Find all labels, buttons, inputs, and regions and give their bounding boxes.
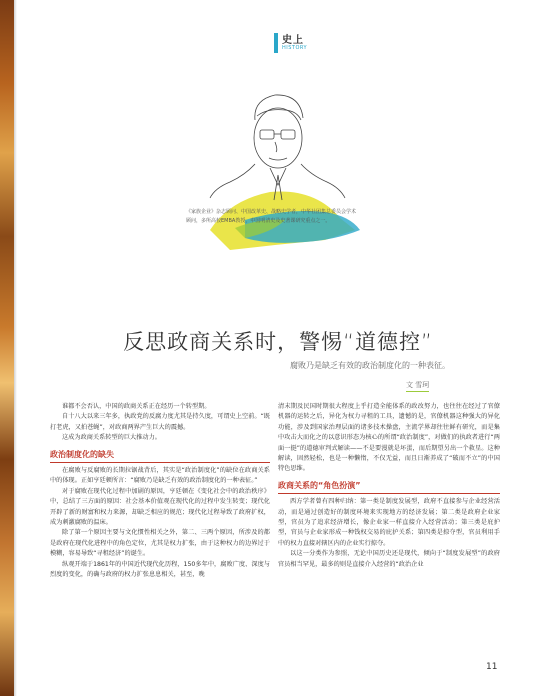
paragraph: 这成为政商关系转型的巨大推动力。	[62, 434, 161, 442]
paragraph: 自十八大以来三年多，执政党的反腐力度尤其是持久度，可谓史上空前。“既打老虎，又拍苍蝇”，对政商两界产生巨大的震撼。	[50, 413, 270, 431]
paragraph: 清末期及民国时期很大程度上乎打造全能体系的政改努力，也往往在经过了官僚机器的运转之后，异化为权力寻租的工具，遗憾的是，官僚机器这种强大的异化功能，涉及到国家治理层面的诸多技术操盘，主流学界却往往鲜有研究，而是集中攻击大而化之的以意识形态为核心的所谓“政治制度”，对做们的执政者进行“两面一挺”的道德审判式解读——不是要漫就是坏蛋，而后期望另出一个救星。这种解读，固然轻松，也是一种懒惰，不仅无益，而且日渐养成了“破而不立”的中国特色思维。	[278, 403, 500, 473]
paragraph: 对于腐败在现代化过程中加剧的原因，亨廷顿在《变化社会中的政治秩序》中，总结了三方面的原因：社会基本价值观在现代化的过程中发生转变；现代化开辟了新的财富和权力来源，却缺乏相应的规范；现代化过程导致了政府扩权，成为刺激腐败的温床。	[50, 487, 270, 527]
section-bar	[274, 33, 278, 53]
author-portrait-illustration	[175, 80, 365, 260]
section-heading: 政商关系的“角色扮演”	[278, 481, 500, 494]
article-deck: 腐败乃是缺乏有效的政治制度化的一种表征。	[290, 361, 450, 370]
section-title: 史上	[282, 35, 304, 46]
paragraph: 以这一分类作为参照，无论中国历史还是现代，倾向于“制度发展型”的政府官员相当罕见，最多的则是直接介入经营的“政治企业	[278, 550, 500, 568]
page-number: 11	[486, 662, 498, 672]
section-subtitle: HISTORY	[282, 45, 308, 51]
paragraph: 西方学者曾有四种归纳：第一类是制度发展型，政府不直接参与企业经营活动，而是通过创造好的制度环境来实现地方的经济发展；第二类是政府企业家型，官员为了追求经济增长，像企业家一样直接介入经营活动；第三类是庇护型，官员与企业家形成一种钱权交易的庇护关系；第四类是掠夺型，官员利用手中的权力直接对辖区内的企业实行掠夺。	[278, 498, 500, 547]
paragraph: 纵观开端于1861年的中国近代现代化历程，150多年中，腐败广度、深度与烈度的变化，的确与政府的权力扩张息息相关，甚至，晚	[50, 560, 270, 579]
paragraph: 除了第一个原因主要与文化惯性相关之外，第二、三两个原因，所涉及的都是政府在现代化进程中的角色定位，尤其是权力扩张，由于这种权力的边界过于模糊，容易导致“寻租经济”的诞生。	[50, 529, 270, 558]
article-column-right	[278, 402, 500, 570]
paragraph: 在腐败与反腐败的长期拉锯战背后，其实是“政治制度化”的缺位在政商关系中的体现。正如亨廷顿所言：“腐败乃是缺乏有效的政治制度化的一种表征。”	[50, 467, 270, 485]
article-byline: 文 雪珂	[406, 380, 429, 392]
paragraph: 谁都不会否认，中国的政商关系正在经历一个转型期。	[62, 403, 211, 410]
section-heading: 政治制度化的缺失	[50, 450, 270, 463]
article-column-left	[50, 402, 270, 581]
magazine-spine-edge	[0, 0, 14, 696]
portrait-caption: 《家族企业》杂志顾问、中国改革史、战略史学者，中华社团集总委员会学术顾问，多所高校EMBA教授，中国明清史及史著课研究重点之一。	[186, 209, 357, 224]
article-headline: 反思政商关系时，警惕“道德控”	[123, 330, 433, 354]
